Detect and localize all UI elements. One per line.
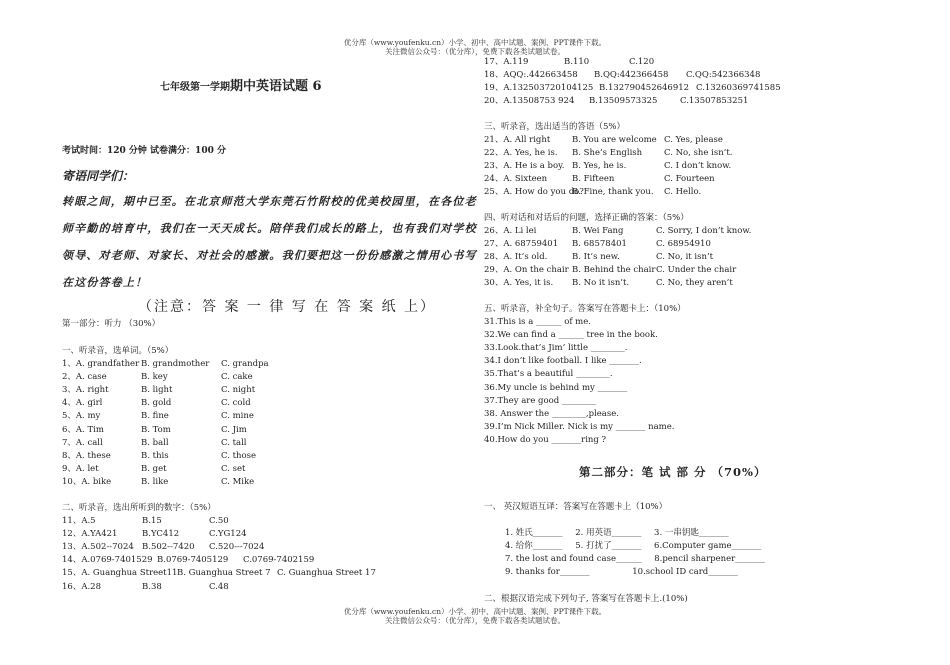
part2-heading: 第二部分：笔 试 部 分 （70%） [579, 465, 767, 479]
option-c: C. Mike [221, 476, 255, 487]
option-b: B. Behind the chair [572, 265, 656, 276]
option-b: B. Fifteen [572, 174, 615, 185]
fill-in-item: 31.This is a ______ of me. [484, 317, 591, 327]
option-b: B. like [141, 476, 169, 487]
option-c: C. those [221, 450, 257, 461]
option-b: B. gold [141, 398, 172, 409]
vocab-item: 5. 打扰了_______ [575, 541, 642, 551]
option-a: 2、A. case [62, 372, 107, 383]
option-a: 3、A. right [62, 385, 109, 396]
option-a: 12、A.YA421 [62, 529, 118, 540]
option-b: B.15 [142, 516, 162, 526]
option-c: C. 68954910 [656, 239, 711, 250]
header-line-1: 优分库（www.youfenku.cn）小学、初中、高中试题、案例、PPT课件下载。 [343, 38, 607, 47]
fill-in-item: 37.They are good ________ [484, 395, 596, 406]
option-c: C. mine [221, 411, 254, 422]
option-a: 8、A. these [62, 450, 111, 461]
option-a: 22、A. Yes, he is. [484, 148, 558, 159]
option-a: 14、A.0769-7401529 [62, 555, 153, 566]
option-c: C. set [221, 463, 246, 474]
greeting-title: 寄语同学们： [62, 169, 135, 183]
option-b: B. Fine, thank you. [572, 187, 654, 198]
option-c: C. Jim [221, 424, 247, 435]
option-c: C.48 [209, 581, 229, 592]
option-c: C.QQ:542366348 [686, 70, 761, 81]
option-c: C.0769-7402159 [243, 555, 315, 566]
option-b: B. light [141, 385, 173, 396]
option-a: 9、A. let [62, 463, 99, 474]
option-b: B. It’s new. [572, 252, 620, 263]
exam-title [160, 75, 322, 94]
option-c: C. Guanghua Street 17 [277, 568, 376, 579]
vocab-row [505, 566, 805, 579]
option-c: C. I don’t know. [664, 161, 732, 172]
exam-time: 考试时间：120 分钟 试卷满分：100 分 [62, 146, 226, 156]
option-c: C. Sorry, I don’t know. [656, 226, 752, 236]
option-b: B. You are welcome [572, 135, 657, 145]
option-c: C.YG124 [209, 529, 247, 540]
vocab-row [505, 540, 805, 553]
fill-in-item: 33.Look.that’s Jim’ little ________. [484, 343, 628, 354]
answer-notice: （注意：答 案 一 律 写 在 答 案 纸 上） [138, 299, 437, 315]
option-c: C. No, it isn’t [656, 252, 714, 263]
section1-heading: 一、听录音，选单词。（5%） [62, 346, 174, 356]
option-b: B.110 [564, 57, 590, 67]
option-b: B. key [141, 372, 168, 383]
option-a: 10、A. bike [62, 476, 112, 487]
section3-heading: 三、听录音，选出适当的答语（5%） [484, 122, 625, 132]
option-a: 7、A. call [62, 437, 103, 448]
option-a: 4、A. girl [62, 398, 103, 409]
option-a: 21、A. All right [484, 135, 551, 145]
option-b: B. Tom [141, 424, 171, 435]
option-b: B. Yes, he is. [572, 161, 627, 172]
option-a: 29、A. On the chair [484, 265, 569, 276]
option-c: C. tall [221, 437, 247, 448]
option-a: 11、A.5 [62, 516, 96, 526]
option-b: B. 68578401 [572, 239, 627, 250]
section6-vocab [505, 527, 805, 579]
option-c: C. No, they aren’t [656, 278, 733, 289]
option-a: 23、A. He is a boy. [484, 161, 565, 172]
option-a: 26、A. Li lei [484, 226, 537, 236]
option-a: 1、A. grandfather [62, 359, 140, 369]
fill-in-item: 38. Answer the ________,please. [484, 408, 619, 419]
option-b: B. ball [141, 437, 169, 448]
vocab-item: 9. thanks for_______ [505, 567, 590, 577]
vocab-item: 3. 一串钥匙_______ [654, 528, 729, 538]
option-c: C. cold [221, 398, 251, 409]
vocab-item: 10.school ID card_______ [632, 567, 738, 577]
option-a: 17、A.119 [484, 57, 529, 67]
vocab-item: 7. the lost and found case______ [505, 554, 642, 564]
option-a: 24、A. Sixteen [484, 174, 548, 185]
vocab-item: 8.pencil sharpener_______ [654, 554, 765, 564]
option-b: B.QQ:442366458 [594, 70, 669, 81]
part1-heading: 第一部分：听力 （30%） [62, 319, 161, 329]
option-b: B. grandmother [141, 359, 210, 369]
fill-in-item: 34.I don’t like football. I like _______. [484, 356, 642, 367]
option-b: B. Guanghua Street 7 [177, 568, 271, 579]
option-b: B.132790452646912 [599, 83, 690, 94]
option-a: 25、A. How do you do? [484, 187, 584, 198]
option-b: B. this [141, 450, 169, 461]
header-line-2: 关注微信公众号：（优分库），免费下载各类试题试卷。 [385, 47, 565, 56]
option-b: B. No it isn’t. [572, 278, 630, 289]
option-c: C. Yes, please [664, 135, 723, 145]
page-footer [0, 607, 950, 625]
option-c: C.520---7024 [209, 542, 265, 553]
page-header [0, 38, 950, 56]
option-b: B. She’s English [572, 148, 643, 159]
footer-line-1: 优分库（www.youfenku.cn）小学、初中、高中试题、案例、PPT课件下载。 [343, 607, 607, 616]
option-c: C. cake [221, 372, 253, 383]
option-c: C.50 [209, 516, 229, 526]
option-c: C. grandpa [221, 359, 269, 369]
option-a: 6、A. Tim [62, 424, 104, 435]
option-a: 15、A. Guanghua Street11 [62, 568, 178, 579]
option-c: C. night [221, 385, 256, 396]
option-c: C. Under the chair [656, 265, 737, 276]
fill-in-item: 39.I’m Nick Miller. Nick is my _______ name. [484, 421, 675, 432]
option-c: C. Fourteen [664, 174, 715, 185]
option-a: 30、A. Yes, it is. [484, 278, 554, 289]
option-c: C.13507853251 [680, 96, 749, 107]
option-b: B.0769-7405129 [157, 555, 229, 566]
option-a: 28、A. It’s old. [484, 252, 548, 263]
option-a: 5、A. my [62, 411, 101, 422]
option-c: C. No, she isn’t. [664, 148, 733, 159]
section7-heading: 二、根据汉语完成下列句子, 答案写在答题卡上.(10%) [484, 594, 688, 604]
fill-in-item: 35.That’s a beautiful ________. [484, 369, 613, 380]
fill-in-item: 40.How do you _______ring ? [484, 434, 607, 445]
section2-heading: 二、听录音，选出所听到的数字：（5%） [62, 503, 216, 513]
vocab-item: 4. 给你_______ [505, 541, 563, 551]
option-a: 27、A. 68759401 [484, 239, 559, 250]
option-b: B.YC412 [142, 529, 180, 540]
option-b: B.38 [142, 581, 162, 592]
option-b: B.502--7420 [142, 542, 195, 553]
option-a: 19、A.132503720104125 [484, 83, 594, 94]
option-a: 13、A.502--7024 [62, 542, 134, 553]
vocab-item: 6.Computer game_______ [654, 541, 762, 551]
exam-title-prefix: 七年级第一学期 [160, 82, 230, 93]
option-a: 16、A.28 [62, 581, 101, 592]
option-b: B. get [141, 463, 167, 474]
vocab-item: 2. 用英语_______ [575, 528, 642, 538]
option-c: C. Hello. [664, 187, 702, 198]
fill-in-item: 32.We can find a ______ tree in the book. [484, 330, 658, 341]
option-c: C.13260369741585 [696, 83, 781, 94]
option-b: B. Wei Fang [572, 226, 624, 236]
fill-in-item: 36.My uncle is behind my _______ [484, 382, 628, 393]
vocab-row [505, 553, 805, 566]
section5-heading: 五、听录音，补全句子。答案写在答题卡上：（10%） [484, 304, 686, 314]
footer-line-2: 关注微信公众号：（优分库），免费下载各类试题试卷。 [385, 616, 565, 625]
option-c: C.120 [629, 57, 655, 67]
vocab-item: 1. 姓氏_______ [505, 528, 563, 538]
option-a: 20、A.13508753 924 [484, 96, 575, 107]
vocab-row [505, 527, 805, 540]
greeting-body: 转眼之间，期中已至。在北京师范大学东莞石竹附校的优美校园里，在各位老师辛勤的培育中，我们在一天天成长。陪伴我们成长的路上，也有我们对学校领导、对老师、对家长、对社会的感激。我们要把这一份份感激之情用心书写在这份答卷上！ [62, 195, 477, 289]
option-b: B. fine [141, 411, 169, 422]
option-a: 18、AQQ:.442663458 [484, 70, 578, 81]
option-b: B.13509573325 [589, 96, 658, 107]
section4-heading: 四、听对话和对话后的问题，选择正确的答案：（5%） [484, 213, 689, 223]
exam-title-main: 期中英语试题 6 [230, 79, 322, 94]
section6-heading: 一、 英汉短语互译：答案写在答题卡上（10%） [484, 502, 668, 512]
